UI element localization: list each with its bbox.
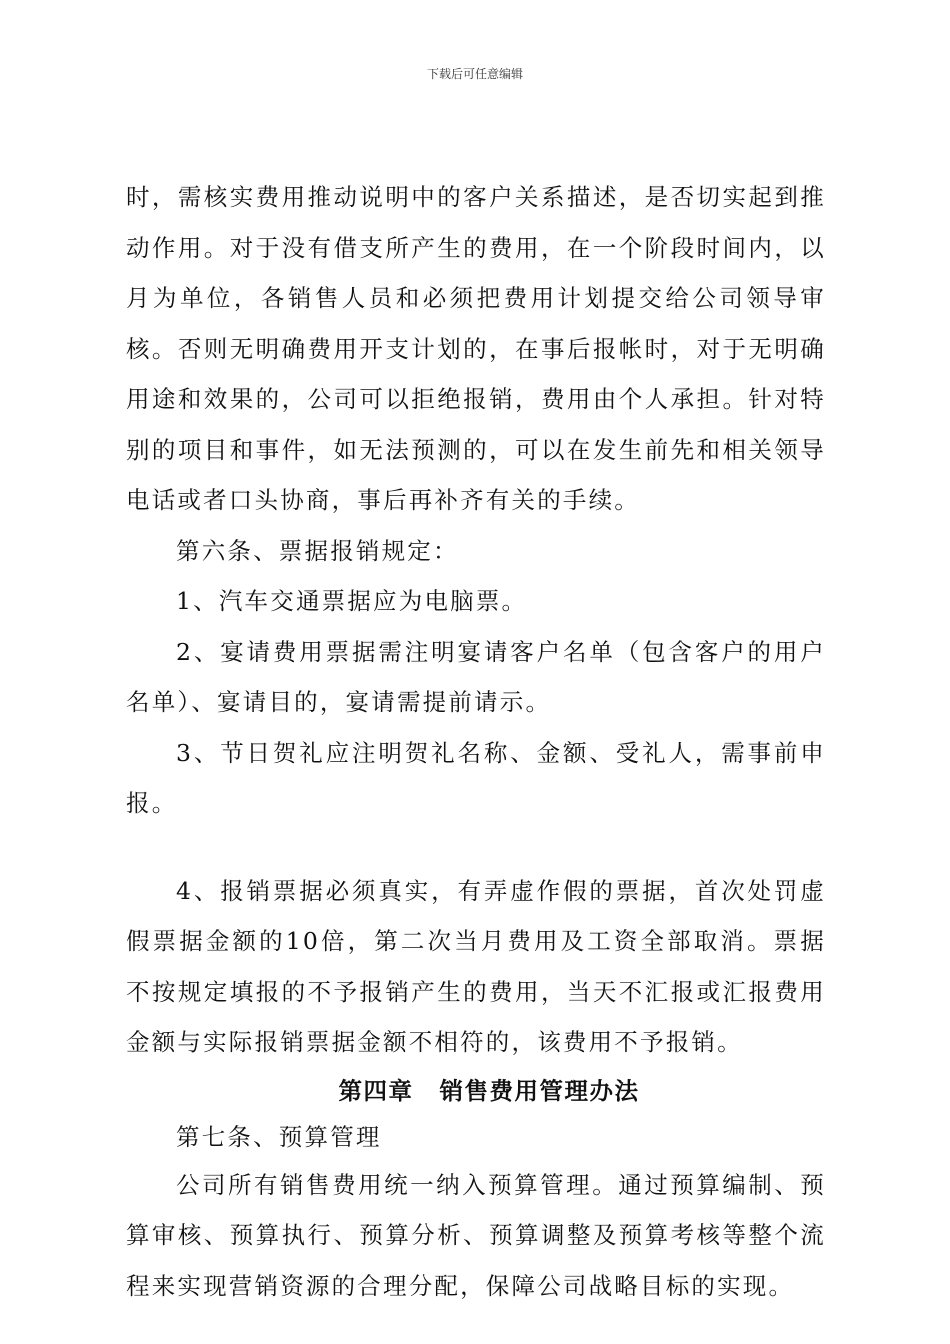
chapter-4-number: 第四章 (338, 1076, 414, 1105)
article-7-title: 第七条、预算管理 (176, 1122, 382, 1151)
document-body (126, 172, 826, 1311)
paragraph-expense-review: 时，需核实费用推动说明中的客户关系描述，是否切实起到推动作用。对于没有借支所产生的费用，在一个阶段时间内，以月为单位，各销售人员和必须把费用计划提交给公司领导审核。否则无明确费用开支计划的，在事后报帐时，对于无明确用途和效果的，公司可以拒绝报销，费用由个人承担。针对特别的项目和事件，如无法预测的，可以在发生前先和相关领导电话或者口头协商，事后再补齐有关的手续。 (126, 183, 826, 514)
chapter-4-title: 销售费用管理办法 (439, 1076, 640, 1105)
page-header-note: 下载后可任意编辑 (426, 67, 523, 81)
chapter-4-heading (126, 1068, 826, 1114)
article-6-title: 第六条、票据报销规定： (176, 536, 459, 565)
article-6-item-3: 3、节日贺礼应注明贺礼名称、金额、受礼人，需事前申报。 (126, 738, 826, 817)
article-6-item-2: 2、宴请费用票据需注明宴请客户名单（包含客户的用户名单）、宴请目的，宴请需提前请示。 (126, 637, 826, 716)
article-6-item-4: 4、报销票据必须真实，有弄虚作假的票据，首次处罚虚假票据金额的10倍，第二次当月费用及工资全部取消。票据不按规定填报的不予报销产生的费用，当天不汇报或汇报费用金额与实际报销票据金额不相符的，该费用不予报销。 (126, 876, 826, 1056)
paragraph-budget-management: 公司所有销售费用统一纳入预算管理。通过预算编制、预算审核、预算执行、预算分析、预算调整及预算考核等整个流程来实现营销资源的合理分配，保障公司战略目标的实现。 (126, 1170, 826, 1300)
article-6-item-1: 1、汽车交通票据应为电脑票。 (176, 587, 528, 615)
